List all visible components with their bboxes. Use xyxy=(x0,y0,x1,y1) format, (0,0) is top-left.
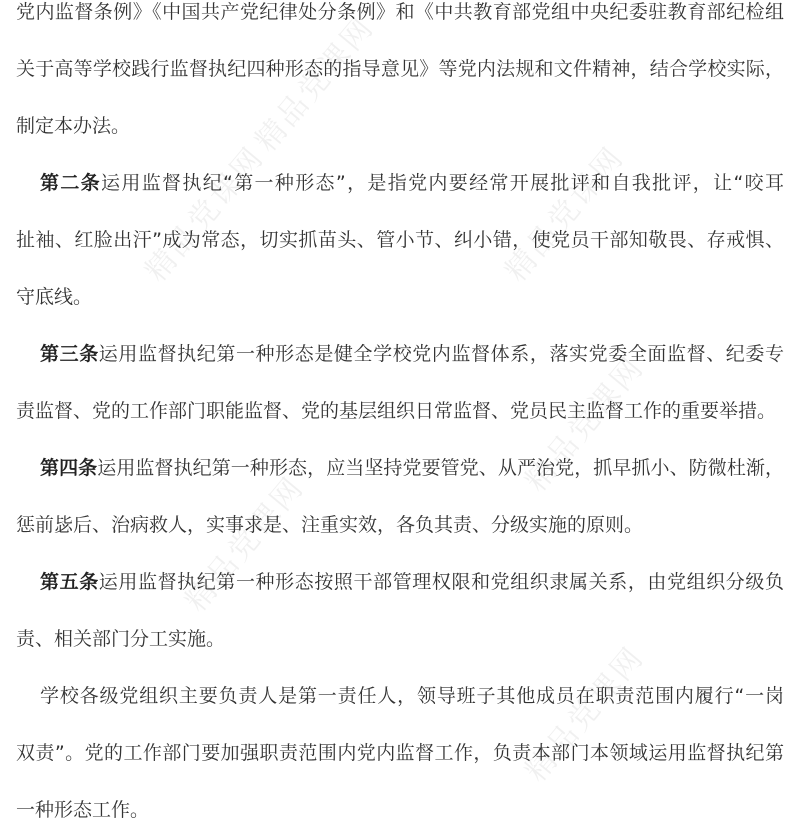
watermark: 精品党课网 xyxy=(518,349,652,499)
text-line xyxy=(16,497,784,554)
article-number: 第五条 xyxy=(40,571,99,593)
line-text: 惩前毖后、治病救人，实事求是、注重实效，各负其责、分级实施的原则。 xyxy=(16,514,644,536)
document-body xyxy=(16,0,784,839)
line-text: 责监督、党的工作部门职能监督、党的基层组织日常监督、党员民主监督工作的重要举措。 xyxy=(16,400,777,422)
paragraph xyxy=(16,326,784,440)
line-text: 党内监督条例》《中国共产党纪律处分条例》和《中共教育部党组中央纪委驻教育部纪检组 xyxy=(16,1,784,23)
line-text: 守底线。 xyxy=(16,286,93,308)
text-line xyxy=(16,98,784,155)
text-line xyxy=(16,155,784,212)
article-number: 第二条 xyxy=(40,172,102,194)
line-text: 扯袖、红脸出汗”成为常态，切实抓苗头、管小节、纠小错，使党员干部知敬畏、存戒惧、 xyxy=(16,229,784,251)
watermark: 精品党课网 xyxy=(138,139,272,289)
paragraph xyxy=(16,668,784,839)
watermark: 精品党课网 xyxy=(498,139,632,289)
watermark: 精品党课网 xyxy=(518,639,652,789)
watermark: 精品党课网 xyxy=(178,469,312,619)
line-text: 运用监督执纪第一种形态，应当坚持党要管党、从严治党，抓早抓小、防微杜渐， xyxy=(97,457,784,479)
text-line xyxy=(16,668,784,725)
line-text: 一种形态工作。 xyxy=(16,799,150,821)
paragraph xyxy=(16,0,784,155)
paragraph xyxy=(16,554,784,668)
line-text: 运用监督执纪第一种形态是健全学校党内监督体系，落实党委全面监督、纪委专 xyxy=(98,343,784,365)
text-line xyxy=(16,269,784,326)
line-text: 制定本办法。 xyxy=(16,115,131,137)
text-line xyxy=(16,554,784,611)
text-line xyxy=(16,383,784,440)
line-text: 责、相关部门分工实施。 xyxy=(16,628,226,650)
text-line xyxy=(16,440,784,497)
text-line xyxy=(16,725,784,782)
article-number: 第四条 xyxy=(40,457,98,479)
paragraph xyxy=(16,155,784,326)
line-text: 关于高等学校践行监督执纪四种形态的指导意见》等党内法规和文件精神，结合学校实际， xyxy=(16,58,784,80)
text-line xyxy=(16,782,784,839)
line-text: 运用监督执纪“第一种形态”，是指党内要经常开展批评和自我批评，让“咬耳 xyxy=(101,172,784,194)
watermark: 精品党课网 xyxy=(248,9,382,159)
text-line xyxy=(16,212,784,269)
article-number: 第三条 xyxy=(40,343,99,365)
text-line xyxy=(16,0,784,41)
line-text: 双责”。党的工作部门要加强职责范围内党内监督工作，负责本部门本领域运用监督执纪第 xyxy=(16,742,784,764)
line-text: 学校各级党组织主要负责人是第一责任人，领导班子其他成员在职责范围内履行“一岗 xyxy=(40,685,784,707)
paragraph xyxy=(16,440,784,554)
text-line xyxy=(16,41,784,98)
text-line xyxy=(16,326,784,383)
line-text: 运用监督执纪第一种形态按照干部管理权限和党组织隶属关系，由党组织分级负 xyxy=(98,571,784,593)
text-line xyxy=(16,611,784,668)
